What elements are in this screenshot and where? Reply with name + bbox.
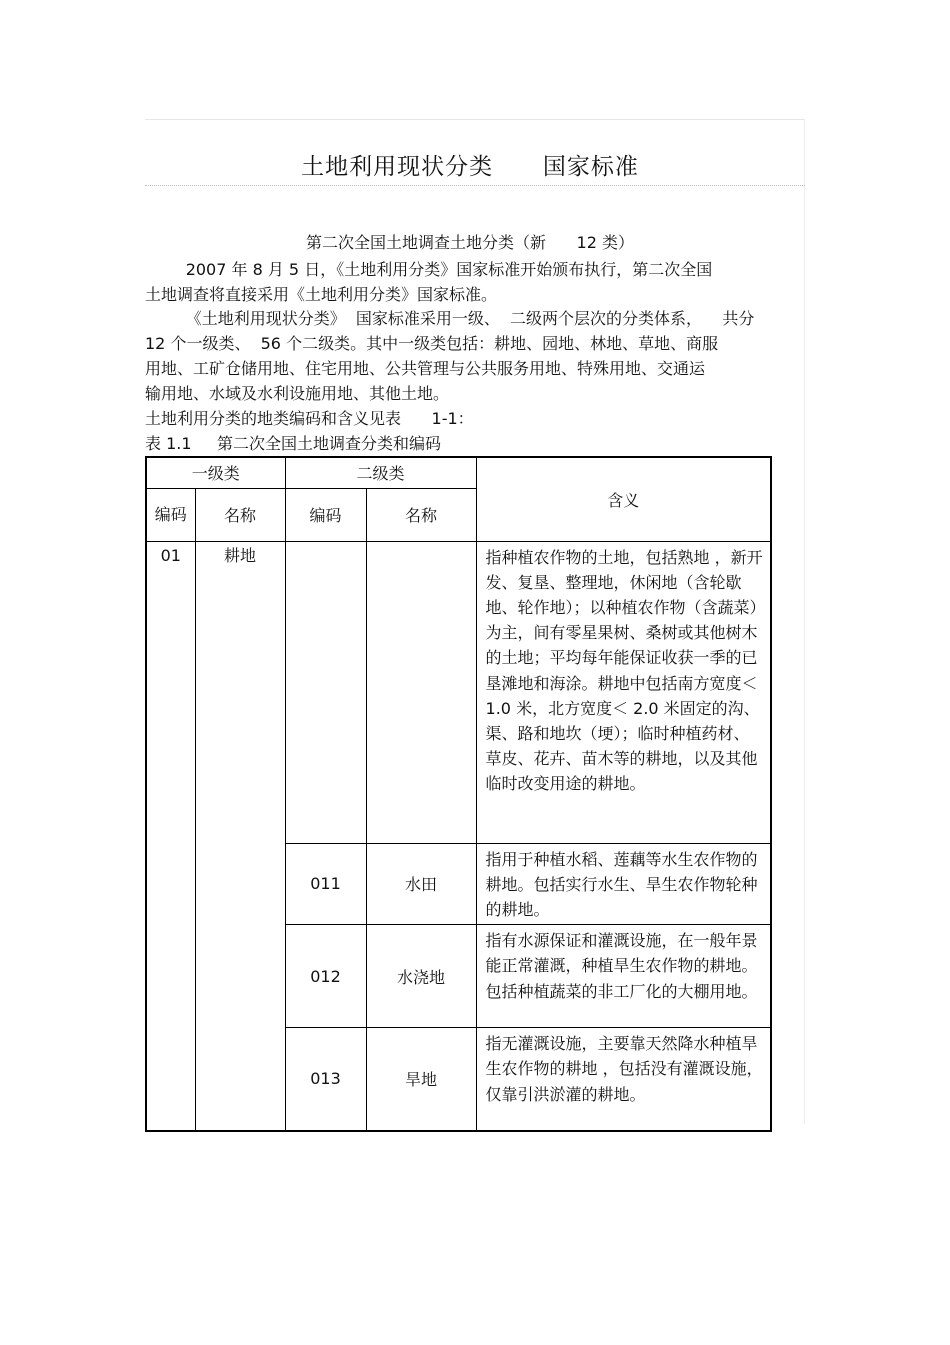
paragraph-line: 输用地、水域及水利设施用地、其他土地。 <box>145 384 450 403</box>
level1-code-cell: 01 <box>146 541 195 1131</box>
level2-code-cell: 013 <box>285 1028 366 1131</box>
paragraph-line: 土地调查将直接采用《土地利用分类》国家标准。 <box>145 285 498 304</box>
table-header-row <box>146 457 771 488</box>
table-caption: 表 1.1 第二次全国土地调查分类和编码 <box>145 434 441 453</box>
level2-name-cell <box>366 541 476 843</box>
header-level2-code: 编码 <box>285 488 366 541</box>
document-subtitle: 第二次全国土地调查土地分类（新 12 类） <box>306 233 634 252</box>
header-level1-code: 编码 <box>146 488 195 541</box>
page-frame-top-border <box>145 119 805 120</box>
paragraph-line: 用地、工矿仓储用地、住宅用地、公共管理与公共服务用地、特殊用地、交通运 <box>145 359 706 378</box>
paragraph-line: 2007 年 8 月 5 日，《土地利用分类》国家标准开始颁布执行，第二次全国 <box>145 260 713 279</box>
page-frame-right-border <box>804 119 805 1124</box>
land-classification-table <box>145 456 772 1132</box>
header-meaning: 含义 <box>476 457 771 541</box>
title-divider <box>145 185 805 186</box>
meaning-cell: 指有水源保证和灌溉设施，在一般年景能正常灌溉，种植旱生农作物的耕地。包括种植蔬菜的非工厂化的大棚用地。 <box>476 925 771 1028</box>
paragraph-line: 12 个一级类、 56 个二级类。其中一级类包括：耕地、园地、林地、草地、商服 <box>145 334 719 353</box>
level2-name-cell: 旱地 <box>366 1028 476 1131</box>
level2-name-cell: 水浇地 <box>366 925 476 1028</box>
document-title: 土地利用现状分类 国家标准 <box>301 154 639 180</box>
paragraph-line: 《土地利用现状分类》 国家标准采用一级、 二级两个层次的分类体系， 共分 <box>145 309 755 328</box>
level2-code-cell <box>285 541 366 843</box>
level2-name-cell: 水田 <box>366 843 476 925</box>
meaning-cell: 指用于种植水稻、莲藕等水生农作物的耕地。包括实行水生、旱生农作物轮种的耕地。 <box>476 843 771 925</box>
level2-code-cell: 012 <box>285 925 366 1028</box>
table-reference-line: 土地利用分类的地类编码和含义见表 1-1： <box>145 409 474 428</box>
meaning-cell: 指无灌溉设施，主要靠天然降水种植旱生农作物的耕地 ，包括没有灌溉设施，仅靠引洪淤灌的耕地。 <box>476 1028 771 1131</box>
header-level1-name: 名称 <box>195 488 285 541</box>
table-row <box>146 541 771 843</box>
header-level2-name: 名称 <box>366 488 476 541</box>
level2-code-cell: 011 <box>285 843 366 925</box>
meaning-cell: 指种植农作物的土地，包括熟地 ，新开发、复垦、整理地，休闲地（含轮歇地、轮作地）；以种植农作物（含蔬菜）为主，间有零星果树、桑树或其他树木的土地；平均每年能保证收获一季的已垦滩地和海涂。耕地中包括南方宽度＜1.0 米，北方宽度＜ 2.0 米固定的沟、渠、路和地坎（埂）；临时种植药材、草皮、花卉、苗木等的耕地，以及其他临时改变用途的耕地。 <box>476 541 771 843</box>
header-level2: 二级类 <box>285 457 476 488</box>
header-level1: 一级类 <box>146 457 285 488</box>
level1-name-cell: 耕地 <box>195 541 285 1131</box>
